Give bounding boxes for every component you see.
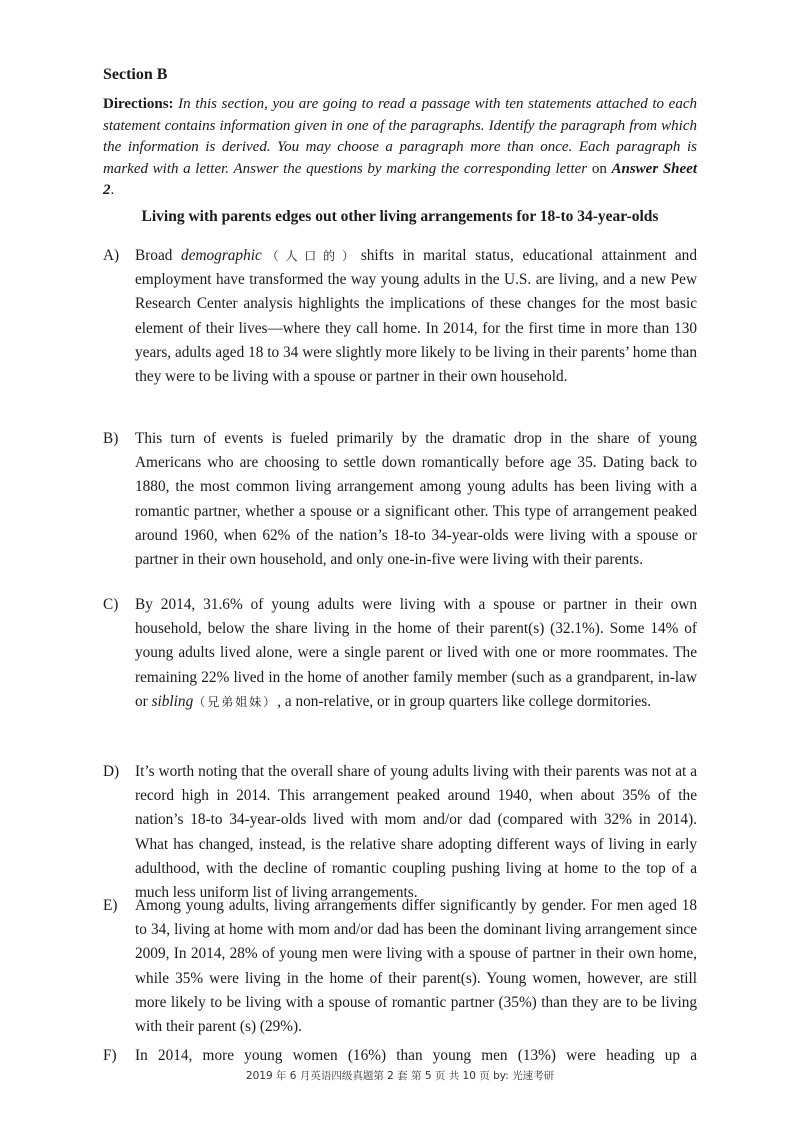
paragraph-d <box>103 760 697 905</box>
paragraph-a <box>103 244 697 389</box>
section-title: Section B <box>103 66 168 83</box>
text-segment: , a non-relative, or in group quarters like college dormitories. <box>277 692 652 710</box>
text-segment: Broad <box>135 247 182 264</box>
paragraph-label: E) <box>103 897 118 914</box>
paragraph-f <box>103 1044 697 1068</box>
paragraph-text: Among young adults, living arrangements differ significantly by gender. For men aged 18 to 34, living at home with mom and/or dad has been the dominant living arrangement since 2009, In 2014, 28% of young men were living with a spouse of partner in their own home, while 35% were living in the home of their parent(s). Young women, however, are still more likely to be living with a spouse of romantic partner (35%) than they are to be living with their parent (s) (29%). <box>135 897 697 1036</box>
text-segment: By 2014, 31.6% of young adults were living with a spouse or partner in their own household, below the share living in the home of their parent(s) (32.1%). Some 14% of young adults lived alone, were a single parent or lived with one or more roommates. The remaining 22% lived in the home of another family member (such as a grandparent, in-law or <box>135 596 697 710</box>
paragraph-label: F) <box>103 1047 117 1064</box>
passage-title: Living with parents edges out other living arrangements for 18-to 34-year-olds <box>141 208 659 225</box>
paragraph-text: This turn of events is fueled primarily by the dramatic drop in the share of young Americans who are choosing to settle down romantically before age 35. Dating back to 1880, the most common living arrangement among young adults has been living with a romantic partner, whether a spouse or a significant other. This type of arrangement peaked around 1960, when 62% of the nation’s 18-to 34-year-olds were living with a spouse or partner in their own household, and only one-in-five were living with their parents. <box>135 430 697 569</box>
paragraph-text <box>135 244 697 389</box>
paragraph-label: A) <box>103 247 120 264</box>
vocab-term: sibling <box>151 692 194 710</box>
chinese-gloss: （兄弟姐妹） <box>193 694 278 709</box>
paragraph-label: D) <box>103 763 120 780</box>
answer-sheet-ref: Answer Sheet 2 <box>103 160 697 198</box>
text-segment: shifts in marital status, educational attainment and employment have transformed the way young adults in the U.S. are living, and a new Pew Research Center analysis highlights the implications of these changes for the most basic element of their lives—where they call home. In 2014, for the first time in more than 130 years, adults aged 18 to 34 were slightly more likely to be living in their parents’ home than they were to be living with a spouse or partner in their own household. <box>135 247 697 386</box>
paragraph-c <box>103 593 697 714</box>
paragraph-label: B) <box>103 430 119 447</box>
paragraph-b <box>103 427 697 572</box>
chinese-gloss: （人口的） <box>261 249 361 263</box>
directions-period: . <box>110 182 115 198</box>
directions-body: In this section, you are going to read a passage with ten statements attached to each statement contains information given in one of the paragraphs. Identify the paragraph from which the information is derived. You may choose a paragraph more than once. Each paragraph is marked with a letter. Answer the questions by marking the corresponding letter <box>103 96 697 177</box>
directions-on: on <box>587 160 612 177</box>
paragraph-text: In 2014, more young women (16%) than young men (13%) were heading up a <box>135 1047 697 1064</box>
paragraph-text: It’s worth noting that the overall share of young adults living with their parents was not at a record high in 2014. This arrangement peaked around 1940, when about 35% of the nation’s 18-to 34-year-olds lived with mom and/or dad (compared with 32% in 2014). What has changed, instead, is the relative share adopting different ways of living in early adulthood, with the decline of romantic coupling pushing living at home to the top of a much less uniform list of living arrangements. <box>135 763 697 902</box>
paragraph-e <box>103 894 697 1039</box>
directions <box>103 94 697 202</box>
vocab-term: demographic <box>181 247 262 264</box>
directions-lead: Directions: <box>103 96 174 112</box>
paragraph-label: C) <box>103 596 119 613</box>
paragraph-text <box>135 593 697 714</box>
page-footer: 2019 年 6 月英语四级真题第 2 套 第 5 页 共 10 页 by: 光速考研 <box>245 1070 555 1082</box>
